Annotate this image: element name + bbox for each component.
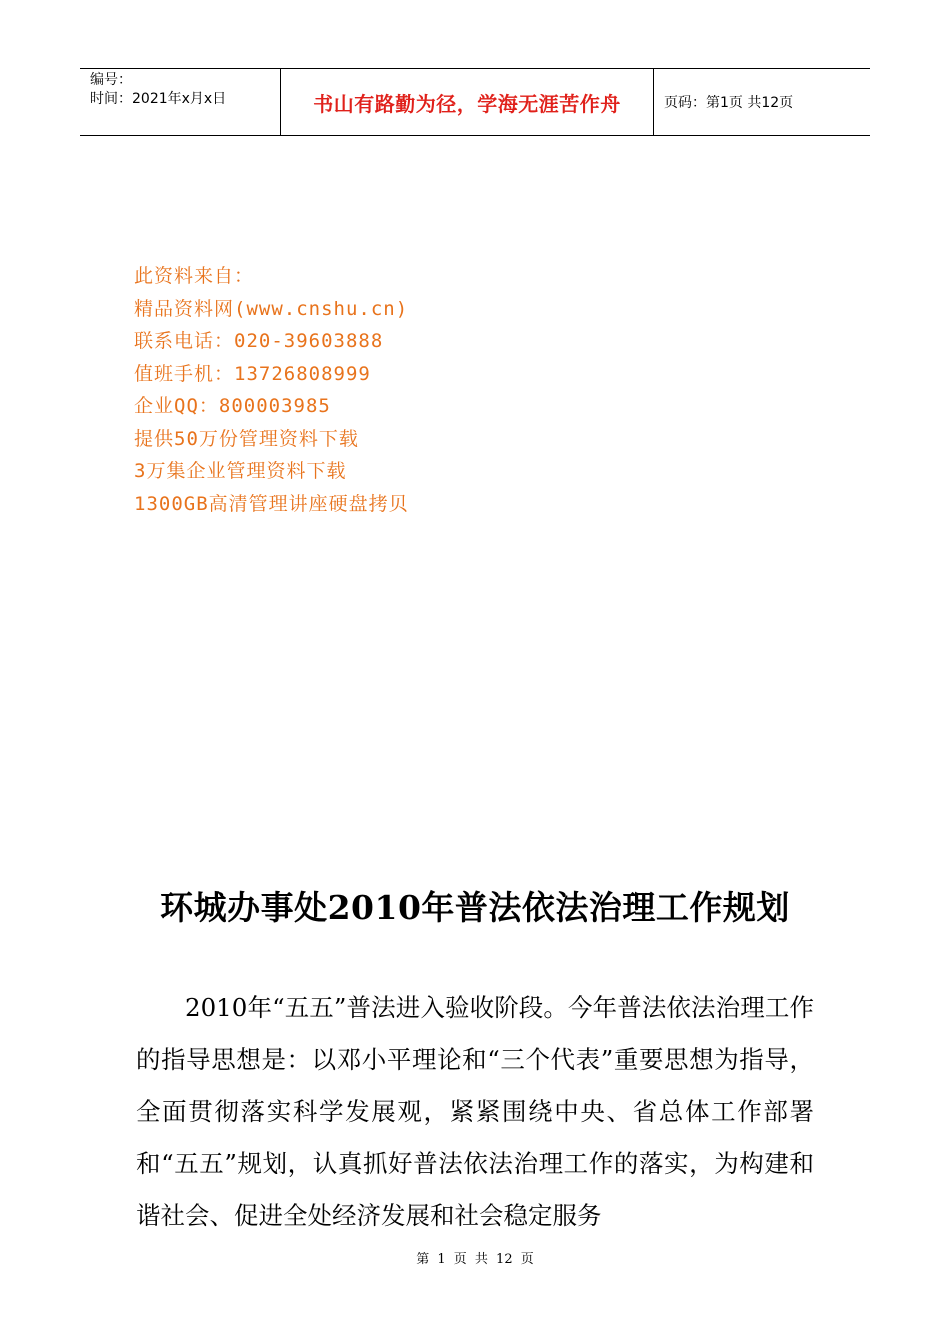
source-info-block	[134, 260, 409, 520]
document-title: 环城办事处2010年普法依法治理工作规划	[160, 888, 790, 927]
info-line-mobile: 值班手机：13726808999	[134, 362, 371, 385]
info-line-website: 精品资料网(www.cnshu.cn)	[134, 297, 409, 320]
info-line-phone: 联系电话：020-39603888	[134, 330, 384, 352]
page-info-cell	[654, 69, 870, 135]
body-paragraph: 2010年“五五”普法进入验收阶段。今年普法依法治理工作的指导思想是：以邓小平理论和“三个代表”重要思想为指导，全面贯彻落实科学发展观，紧紧围绕中央、省总体工作部署和“五五”规划，认真抓好普法依法治理工作的落实，为构建和谐社会、促进全处经济发展和社会稳定服务	[136, 993, 814, 1230]
motto-cell	[281, 69, 654, 135]
header-meta-cell	[80, 69, 281, 135]
motto-text: 书山有路勤为径，学海无涯苦作舟	[313, 91, 621, 116]
number-label: 编号：	[90, 72, 132, 88]
header-table	[80, 68, 870, 136]
info-line-source: 此资料来自：	[134, 265, 255, 287]
page-info-text: 页码：第1页 共12页	[664, 95, 794, 111]
page-footer: 第 1 页 共 12 页	[416, 1252, 534, 1267]
info-line-qq: 企业QQ：800003985	[134, 395, 331, 417]
info-line-offer-2: 3万集企业管理资料下载	[134, 460, 347, 482]
info-line-offer-1: 提供50万份管理资料下载	[134, 427, 359, 450]
time-label: 时间：2021年x月x日	[90, 91, 227, 107]
info-line-offer-3: 1300GB高清管理讲座硬盘拷贝	[134, 492, 409, 515]
